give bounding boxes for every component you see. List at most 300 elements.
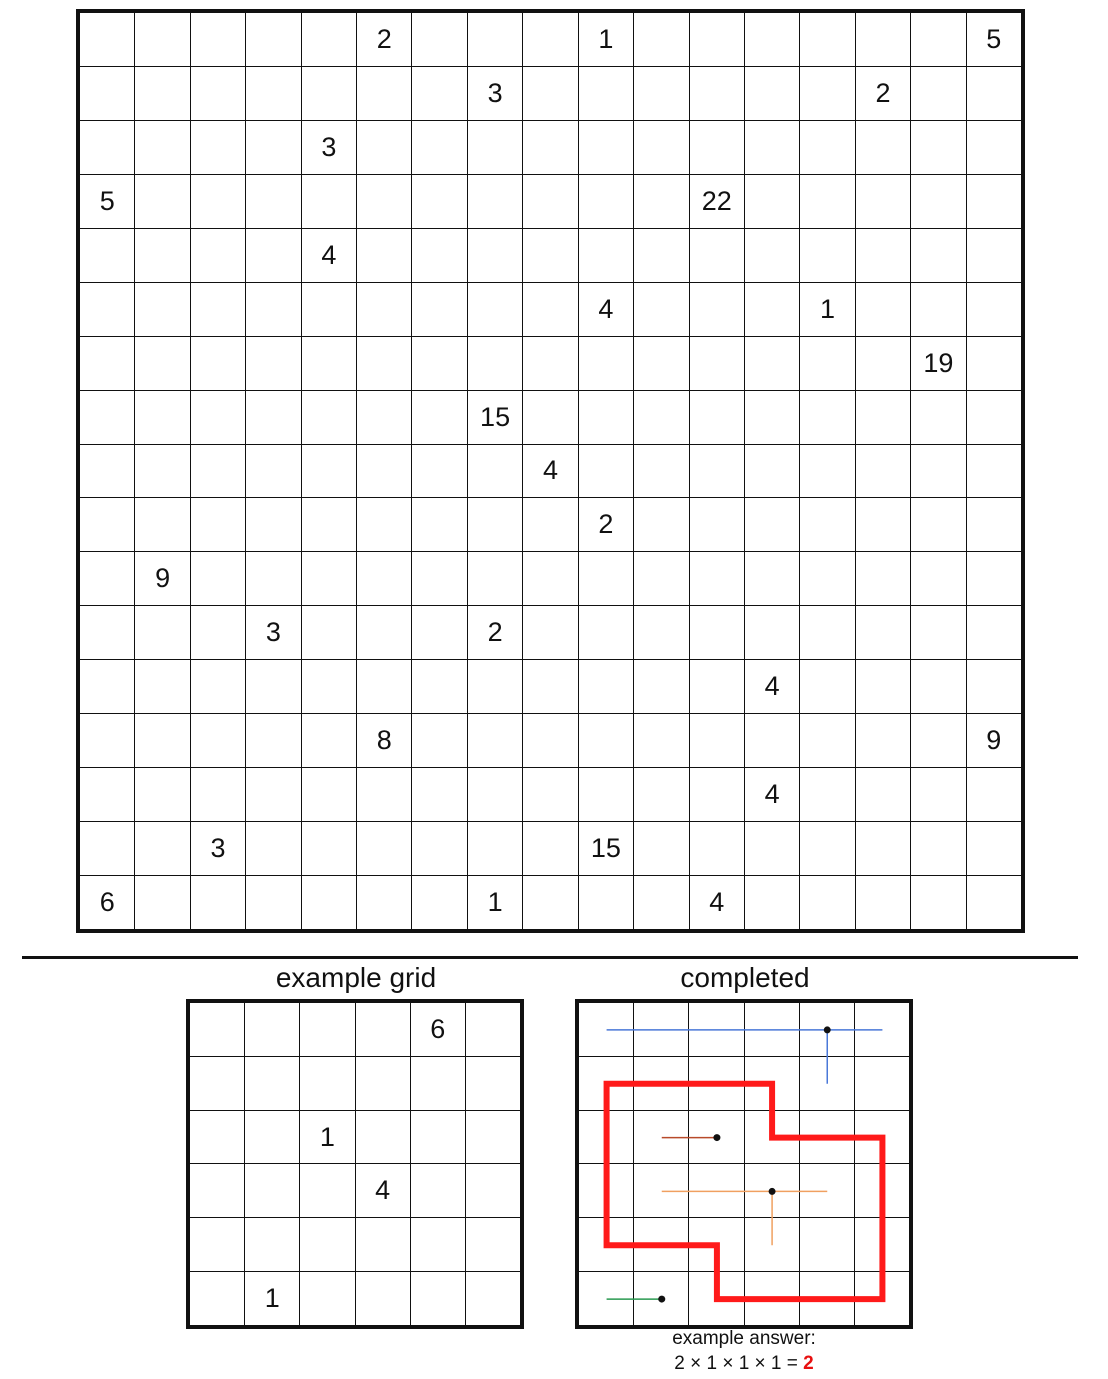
main-cell[interactable] <box>523 445 577 498</box>
main-cell[interactable] <box>191 768 245 821</box>
main-clue-number: 4 <box>764 779 780 810</box>
main-cell[interactable] <box>634 13 688 66</box>
main-cell[interactable] <box>634 175 688 228</box>
main-cell[interactable] <box>634 283 688 336</box>
main-cell[interactable] <box>911 445 965 498</box>
main-cell[interactable] <box>135 283 189 336</box>
main-cell[interactable] <box>690 552 744 605</box>
main-cell[interactable] <box>468 876 522 929</box>
main-cell[interactable] <box>135 822 189 875</box>
main-cell[interactable] <box>967 606 1021 659</box>
main-cell[interactable] <box>468 714 522 767</box>
main-cell[interactable] <box>246 822 300 875</box>
main-cell[interactable] <box>412 337 466 390</box>
main-cell[interactable] <box>80 391 134 444</box>
main-cell[interactable] <box>690 714 744 767</box>
main-cell[interactable] <box>579 229 633 282</box>
main-cell[interactable] <box>246 337 300 390</box>
main-cell[interactable] <box>800 876 854 929</box>
main-cell[interactable] <box>690 606 744 659</box>
main-cell[interactable] <box>135 768 189 821</box>
completed-cell <box>800 1272 854 1325</box>
main-cell[interactable] <box>911 768 965 821</box>
main-cell[interactable] <box>634 445 688 498</box>
main-cell[interactable] <box>80 283 134 336</box>
main-cell[interactable] <box>579 768 633 821</box>
main-cell[interactable] <box>412 13 466 66</box>
main-cell[interactable] <box>246 660 300 713</box>
main-cell[interactable] <box>745 552 799 605</box>
main-cell[interactable] <box>856 229 910 282</box>
main-cell[interactable] <box>80 498 134 551</box>
main-cell[interactable] <box>302 229 356 282</box>
main-cell[interactable] <box>967 876 1021 929</box>
main-cell[interactable] <box>967 552 1021 605</box>
main-cell[interactable] <box>468 552 522 605</box>
main-cell[interactable] <box>412 714 466 767</box>
main-cell[interactable] <box>135 391 189 444</box>
main-cell[interactable] <box>745 391 799 444</box>
main-cell[interactable] <box>191 283 245 336</box>
main-cell[interactable] <box>80 175 134 228</box>
main-cell[interactable] <box>690 121 744 174</box>
main-cell[interactable] <box>745 876 799 929</box>
main-cell[interactable] <box>302 337 356 390</box>
main-cell[interactable] <box>412 121 466 174</box>
main-cell[interactable] <box>80 660 134 713</box>
main-cell[interactable] <box>967 229 1021 282</box>
main-cell[interactable] <box>357 283 411 336</box>
main-cell[interactable] <box>523 606 577 659</box>
main-cell[interactable] <box>135 337 189 390</box>
main-cell[interactable] <box>246 606 300 659</box>
main-cell[interactable] <box>856 121 910 174</box>
main-cell[interactable] <box>523 391 577 444</box>
main-cell[interactable] <box>634 498 688 551</box>
main-cell[interactable] <box>412 552 466 605</box>
main-cell[interactable] <box>911 229 965 282</box>
main-cell[interactable] <box>523 498 577 551</box>
main-cell[interactable] <box>800 229 854 282</box>
main-cell[interactable] <box>911 552 965 605</box>
main-cell[interactable] <box>246 283 300 336</box>
main-cell[interactable] <box>80 337 134 390</box>
main-cell[interactable] <box>246 552 300 605</box>
main-cell[interactable] <box>468 13 522 66</box>
main-cell[interactable] <box>967 175 1021 228</box>
main-cell[interactable] <box>246 229 300 282</box>
main-cell[interactable] <box>911 121 965 174</box>
main-cell[interactable] <box>523 67 577 120</box>
main-cell[interactable] <box>191 337 245 390</box>
main-cell[interactable] <box>302 121 356 174</box>
main-cell[interactable] <box>911 822 965 875</box>
main-cell[interactable] <box>135 876 189 929</box>
main-cell[interactable] <box>80 606 134 659</box>
main-cell[interactable] <box>523 175 577 228</box>
main-cell[interactable] <box>80 768 134 821</box>
main-cell[interactable] <box>302 606 356 659</box>
main-cell[interactable] <box>468 768 522 821</box>
main-cell[interactable] <box>634 229 688 282</box>
main-cell[interactable] <box>523 660 577 713</box>
main-cell[interactable] <box>856 714 910 767</box>
main-cell[interactable] <box>191 445 245 498</box>
main-puzzle-grid[interactable] <box>76 9 1025 933</box>
main-cell[interactable] <box>800 121 854 174</box>
main-cell[interactable] <box>357 13 411 66</box>
main-cell[interactable] <box>468 67 522 120</box>
main-cell[interactable] <box>967 768 1021 821</box>
main-cell[interactable] <box>579 822 633 875</box>
main-cell[interactable] <box>967 283 1021 336</box>
main-cell[interactable] <box>967 391 1021 444</box>
main-cell[interactable] <box>690 67 744 120</box>
main-cell[interactable] <box>745 67 799 120</box>
main-cell[interactable] <box>412 445 466 498</box>
main-cell[interactable] <box>579 498 633 551</box>
main-cell[interactable] <box>357 175 411 228</box>
main-cell[interactable] <box>357 876 411 929</box>
main-cell[interactable] <box>911 175 965 228</box>
main-cell[interactable] <box>80 229 134 282</box>
main-cell[interactable] <box>468 660 522 713</box>
example-cell <box>466 1003 520 1056</box>
main-cell[interactable] <box>357 337 411 390</box>
main-cell[interactable] <box>856 283 910 336</box>
main-cell[interactable] <box>302 391 356 444</box>
main-cell[interactable] <box>357 552 411 605</box>
main-cell[interactable] <box>468 498 522 551</box>
main-cell[interactable] <box>357 121 411 174</box>
main-cell[interactable] <box>800 445 854 498</box>
main-cell[interactable] <box>80 876 134 929</box>
main-cell[interactable] <box>911 498 965 551</box>
main-cell[interactable] <box>856 67 910 120</box>
main-cell[interactable] <box>468 606 522 659</box>
main-cell[interactable] <box>690 660 744 713</box>
main-cell[interactable] <box>246 67 300 120</box>
main-cell[interactable] <box>745 822 799 875</box>
main-cell[interactable] <box>523 768 577 821</box>
main-cell[interactable] <box>745 229 799 282</box>
main-cell[interactable] <box>856 445 910 498</box>
main-cell[interactable] <box>468 175 522 228</box>
main-cell[interactable] <box>579 606 633 659</box>
main-cell[interactable] <box>412 768 466 821</box>
main-cell[interactable] <box>690 768 744 821</box>
main-cell[interactable] <box>468 229 522 282</box>
main-cell[interactable] <box>911 13 965 66</box>
completed-cell <box>634 1218 688 1271</box>
main-cell[interactable] <box>856 822 910 875</box>
main-cell[interactable] <box>800 768 854 821</box>
main-cell[interactable] <box>80 552 134 605</box>
main-cell[interactable] <box>191 876 245 929</box>
main-cell[interactable] <box>856 876 910 929</box>
main-cell[interactable] <box>911 606 965 659</box>
main-cell[interactable] <box>302 67 356 120</box>
main-cell[interactable] <box>302 498 356 551</box>
main-cell[interactable] <box>412 606 466 659</box>
main-cell[interactable] <box>634 391 688 444</box>
main-cell[interactable] <box>800 498 854 551</box>
main-cell[interactable] <box>135 67 189 120</box>
main-cell[interactable] <box>302 552 356 605</box>
main-cell[interactable] <box>302 876 356 929</box>
main-clue-number: 3 <box>210 833 226 864</box>
main-cell[interactable] <box>911 337 965 390</box>
main-cell[interactable] <box>357 714 411 767</box>
main-cell[interactable] <box>191 714 245 767</box>
main-cell[interactable] <box>357 229 411 282</box>
main-cell[interactable] <box>745 714 799 767</box>
main-cell[interactable] <box>412 283 466 336</box>
main-cell[interactable] <box>634 714 688 767</box>
main-cell[interactable] <box>191 175 245 228</box>
main-cell[interactable] <box>357 67 411 120</box>
main-cell[interactable] <box>412 67 466 120</box>
main-cell[interactable] <box>800 714 854 767</box>
main-clue-number: 4 <box>321 239 337 270</box>
main-cell[interactable] <box>856 391 910 444</box>
main-cell[interactable] <box>302 768 356 821</box>
main-cell[interactable] <box>745 768 799 821</box>
main-cell[interactable] <box>690 876 744 929</box>
main-cell[interactable] <box>135 714 189 767</box>
main-cell[interactable] <box>191 391 245 444</box>
main-cell[interactable] <box>745 337 799 390</box>
main-cell[interactable] <box>523 229 577 282</box>
main-cell[interactable] <box>191 660 245 713</box>
main-cell[interactable] <box>302 822 356 875</box>
main-cell[interactable] <box>468 337 522 390</box>
main-cell[interactable] <box>135 175 189 228</box>
main-cell[interactable] <box>634 67 688 120</box>
main-cell[interactable] <box>135 445 189 498</box>
main-cell[interactable] <box>191 67 245 120</box>
main-cell[interactable] <box>911 283 965 336</box>
main-cell[interactable] <box>135 121 189 174</box>
main-cell[interactable] <box>634 876 688 929</box>
main-cell[interactable] <box>246 175 300 228</box>
main-cell[interactable] <box>246 876 300 929</box>
main-cell[interactable] <box>302 445 356 498</box>
main-cell[interactable] <box>911 714 965 767</box>
main-cell[interactable] <box>856 175 910 228</box>
main-cell[interactable] <box>634 552 688 605</box>
main-cell[interactable] <box>911 660 965 713</box>
main-cell[interactable] <box>967 660 1021 713</box>
main-cell[interactable] <box>579 283 633 336</box>
main-cell[interactable] <box>745 660 799 713</box>
main-cell[interactable] <box>246 13 300 66</box>
main-cell[interactable] <box>745 498 799 551</box>
main-cell[interactable] <box>634 768 688 821</box>
main-cell[interactable] <box>690 822 744 875</box>
main-cell[interactable] <box>80 714 134 767</box>
main-cell[interactable] <box>579 391 633 444</box>
main-cell[interactable] <box>412 660 466 713</box>
main-cell[interactable] <box>800 822 854 875</box>
main-cell[interactable] <box>745 283 799 336</box>
main-cell[interactable] <box>579 175 633 228</box>
main-cell[interactable] <box>745 175 799 228</box>
main-cell[interactable] <box>800 391 854 444</box>
main-cell[interactable] <box>468 283 522 336</box>
main-cell[interactable] <box>967 714 1021 767</box>
example-cell <box>190 1003 244 1056</box>
main-cell[interactable] <box>468 445 522 498</box>
main-cell[interactable] <box>191 121 245 174</box>
main-cell[interactable] <box>302 714 356 767</box>
main-cell[interactable] <box>745 121 799 174</box>
main-cell[interactable] <box>800 606 854 659</box>
main-cell[interactable] <box>967 121 1021 174</box>
main-cell[interactable] <box>856 498 910 551</box>
main-cell[interactable] <box>80 121 134 174</box>
main-cell[interactable] <box>191 13 245 66</box>
main-cell[interactable] <box>523 714 577 767</box>
main-cell[interactable] <box>967 498 1021 551</box>
main-cell[interactable] <box>357 445 411 498</box>
main-cell[interactable] <box>690 175 744 228</box>
main-cell[interactable] <box>579 445 633 498</box>
main-cell[interactable] <box>856 660 910 713</box>
main-cell[interactable] <box>967 445 1021 498</box>
main-cell[interactable] <box>246 445 300 498</box>
main-cell[interactable] <box>191 552 245 605</box>
main-cell[interactable] <box>856 768 910 821</box>
main-cell[interactable] <box>690 229 744 282</box>
main-cell[interactable] <box>357 768 411 821</box>
main-cell[interactable] <box>412 822 466 875</box>
main-cell[interactable] <box>246 498 300 551</box>
main-cell[interactable] <box>800 337 854 390</box>
main-cell[interactable] <box>191 498 245 551</box>
main-cell[interactable] <box>357 498 411 551</box>
main-cell[interactable] <box>690 337 744 390</box>
main-cell[interactable] <box>579 121 633 174</box>
example-grid <box>186 999 524 1329</box>
main-cell[interactable] <box>357 822 411 875</box>
main-cell[interactable] <box>634 337 688 390</box>
main-cell[interactable] <box>191 822 245 875</box>
main-cell[interactable] <box>412 876 466 929</box>
main-cell[interactable] <box>967 822 1021 875</box>
main-cell[interactable] <box>80 13 134 66</box>
main-cell[interactable] <box>800 283 854 336</box>
main-cell[interactable] <box>246 121 300 174</box>
main-cell[interactable] <box>856 337 910 390</box>
example-cell <box>356 1057 410 1110</box>
main-cell[interactable] <box>357 606 411 659</box>
main-cell[interactable] <box>357 660 411 713</box>
main-cell[interactable] <box>135 606 189 659</box>
main-cell[interactable] <box>468 121 522 174</box>
main-cell[interactable] <box>856 13 910 66</box>
main-cell[interactable] <box>523 13 577 66</box>
main-cell[interactable] <box>135 229 189 282</box>
main-cell[interactable] <box>967 13 1021 66</box>
main-cell[interactable] <box>967 337 1021 390</box>
main-cell[interactable] <box>191 606 245 659</box>
main-cell[interactable] <box>191 229 245 282</box>
main-cell[interactable] <box>690 391 744 444</box>
main-cell[interactable] <box>579 660 633 713</box>
main-cell[interactable] <box>135 498 189 551</box>
main-cell[interactable] <box>357 391 411 444</box>
main-cell[interactable] <box>468 822 522 875</box>
main-cell[interactable] <box>523 552 577 605</box>
main-cell[interactable] <box>246 391 300 444</box>
main-cell[interactable] <box>246 768 300 821</box>
main-cell[interactable] <box>579 714 633 767</box>
main-cell[interactable] <box>302 660 356 713</box>
main-cell[interactable] <box>800 13 854 66</box>
main-cell[interactable] <box>911 67 965 120</box>
main-cell[interactable] <box>468 391 522 444</box>
completed-cell <box>855 1218 909 1271</box>
main-cell[interactable] <box>412 175 466 228</box>
main-cell[interactable] <box>80 445 134 498</box>
main-cell[interactable] <box>412 391 466 444</box>
main-cell[interactable] <box>800 67 854 120</box>
main-cell[interactable] <box>523 121 577 174</box>
main-cell[interactable] <box>800 552 854 605</box>
main-cell[interactable] <box>579 13 633 66</box>
main-cell[interactable] <box>135 552 189 605</box>
main-cell[interactable] <box>523 283 577 336</box>
main-cell[interactable] <box>634 822 688 875</box>
main-cell[interactable] <box>634 606 688 659</box>
main-cell[interactable] <box>302 13 356 66</box>
main-cell[interactable] <box>856 552 910 605</box>
main-cell[interactable] <box>523 876 577 929</box>
main-cell[interactable] <box>690 283 744 336</box>
main-cell[interactable] <box>911 391 965 444</box>
main-cell[interactable] <box>745 606 799 659</box>
main-cell[interactable] <box>579 876 633 929</box>
main-cell[interactable] <box>135 13 189 66</box>
main-cell[interactable] <box>80 67 134 120</box>
main-cell[interactable] <box>302 175 356 228</box>
main-cell[interactable] <box>80 822 134 875</box>
main-cell[interactable] <box>246 714 300 767</box>
main-cell[interactable] <box>745 13 799 66</box>
main-cell[interactable] <box>800 175 854 228</box>
main-cell[interactable] <box>634 660 688 713</box>
main-cell[interactable] <box>967 67 1021 120</box>
main-cell[interactable] <box>856 606 910 659</box>
main-cell[interactable] <box>745 445 799 498</box>
main-cell[interactable] <box>412 229 466 282</box>
main-cell[interactable] <box>690 13 744 66</box>
main-cell[interactable] <box>523 822 577 875</box>
main-cell[interactable] <box>135 660 189 713</box>
main-cell[interactable] <box>690 445 744 498</box>
main-cell[interactable] <box>523 337 577 390</box>
main-cell[interactable] <box>800 660 854 713</box>
main-cell[interactable] <box>579 552 633 605</box>
main-cell[interactable] <box>579 67 633 120</box>
main-cell[interactable] <box>690 498 744 551</box>
main-cell[interactable] <box>302 283 356 336</box>
main-cell[interactable] <box>579 337 633 390</box>
main-cell[interactable] <box>634 121 688 174</box>
main-cell[interactable] <box>412 498 466 551</box>
main-cell[interactable] <box>911 876 965 929</box>
